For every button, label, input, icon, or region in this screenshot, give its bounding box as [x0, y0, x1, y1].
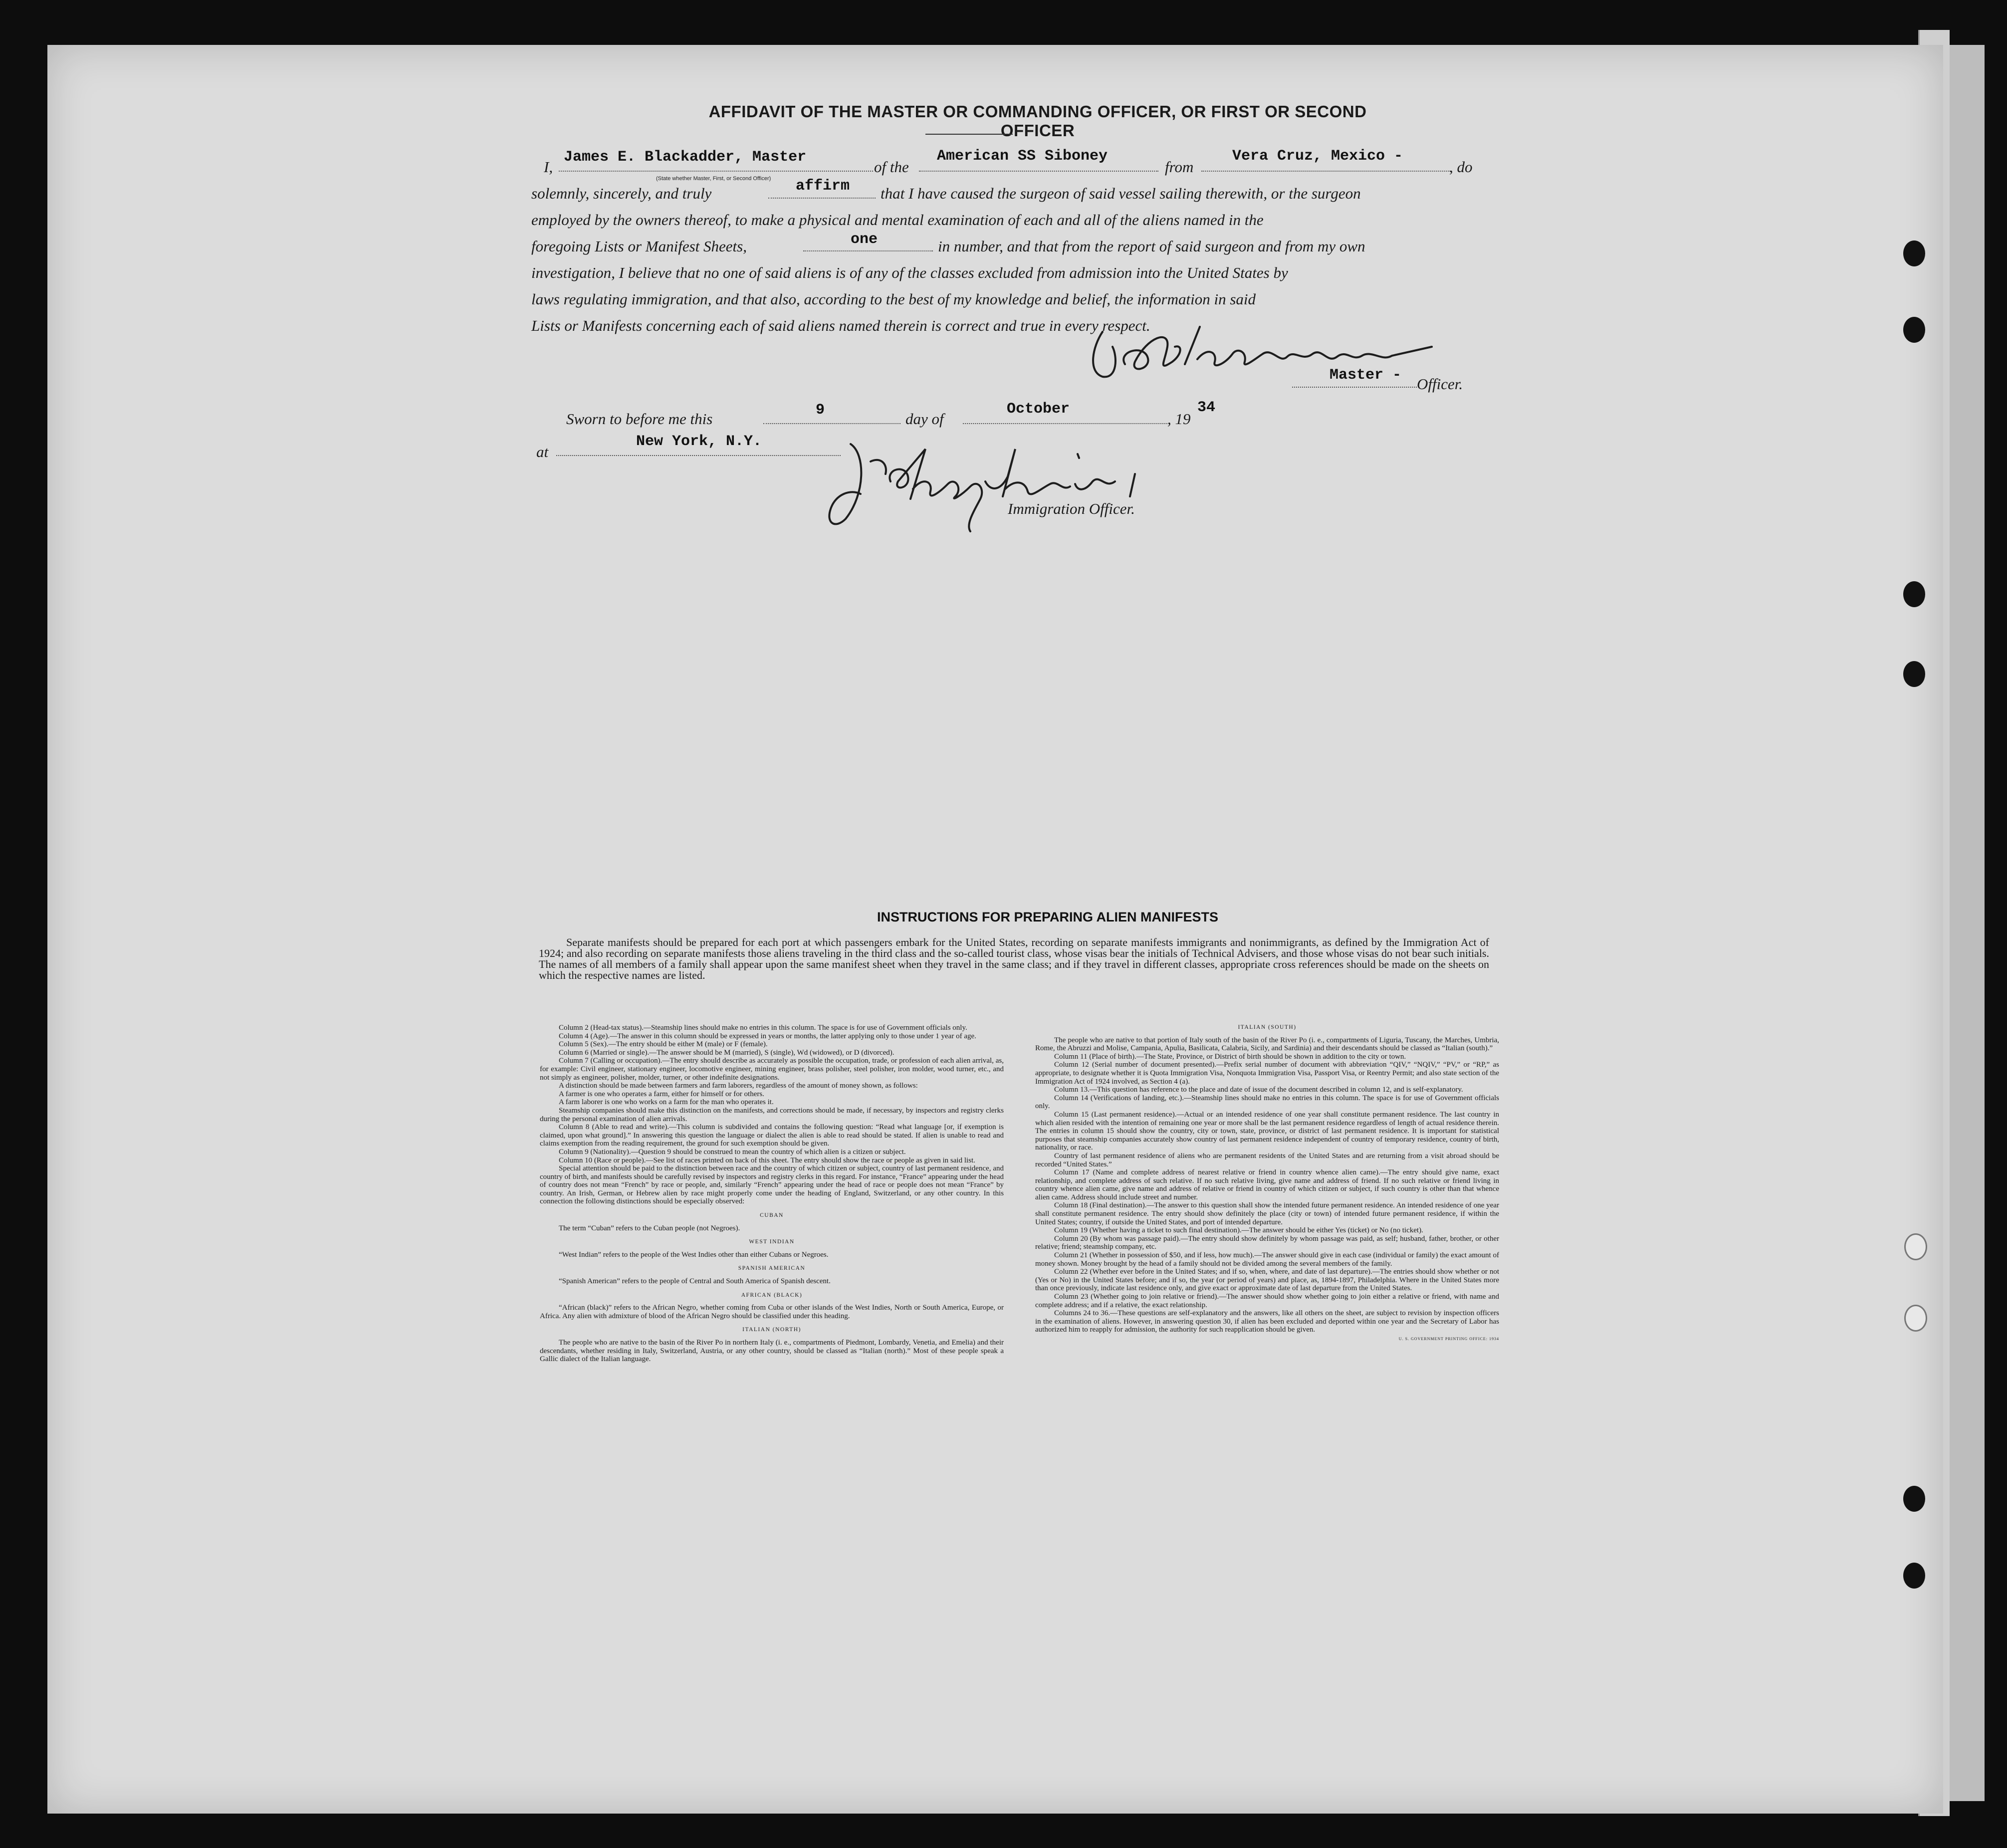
affidavit-line-4b: in number, and that from the report of said surgeon and from my own [938, 237, 1365, 255]
of-the-label: of the [874, 158, 909, 176]
spanish-american-text: “Spanish American” refers to the people of Central and South America of Spanish descent. [559, 1277, 831, 1286]
italian-south-heading: ITALIAN (SOUTH) [1238, 1024, 1297, 1030]
right-paragraph: Column 19 (Whether having a ticket to such final destination).—The answer should be either Yes (ticket) or No (no ticket). [1054, 1226, 1423, 1235]
signer-line [1292, 387, 1417, 388]
italian-north-heading: ITALIAN (NORTH) [742, 1327, 801, 1333]
place-line [556, 455, 841, 456]
from-label: from [1165, 158, 1194, 176]
immigration-officer-signature [806, 434, 1165, 534]
west-indian-text: “West Indian” refers to the people of the West Indies other than either Cubans or Negroes. [559, 1250, 829, 1259]
left-paragraph: Column 7 (Calling or occupation).—The entry should describe as accurately as possible the occupation, trade, or profession of each alien arrival, as, for example: Civil engineer, stationary engineer, locomotive engineer, mining engineer, brass polisher, steel polisher, iron molder, wood turner, etc., and not simply as engineer, polisher, molder, turner, or other indefinite designations. [540, 1057, 1004, 1082]
right-paragraph: Column 21 (Whether in possession of $50, and if less, how much).—The answer should give in each case (individual or family) the exact amount of money shown. Money brought by the head of a family should not be divided among the several members of the family. [1035, 1251, 1499, 1268]
left-paragraph: Column 10 (Race or people).—See list of races printed on back of this sheet. The entry should show the race or people as given in said list. [559, 1156, 975, 1164]
rank-note: (State whether Master, First, or Second Officer) [656, 176, 771, 182]
manifest-sheet [47, 45, 1943, 1814]
officer-label: Officer. [1417, 375, 1463, 393]
right-paragraph: Column 14 (Verifications of landing, etc.).—Steamship lines should make no entries in this column. The space is for use of Government officials only. [1035, 1094, 1499, 1111]
vessel-name: American SS Siboney [937, 148, 1108, 165]
right-paragraph: Country of last permanent residence of aliens who are permanent residents of the United States and are returning from a visit abroad should be recorded “United States.” [1035, 1152, 1499, 1168]
affidavit-line-6: laws regulating immigration, and that also, according to the best of my knowledge and belief, the information in said [531, 290, 1256, 308]
punch-hole [1904, 1305, 1927, 1332]
title-rule [925, 134, 1013, 135]
left-paragraph: Column 9 (Nationality).—Question 9 should be construed to mean the country of which alien is a citizen or subject. [559, 1148, 906, 1156]
sworn-month: October [1007, 401, 1070, 418]
i-label: I, [544, 158, 553, 176]
right-paragraph: Column 17 (Name and complete address of nearest relative or friend in country whence alien came).—The entry should give name, exact relationship, and complete address of such relative. If no such relative living, give name and address of friend. If no such relative or friend living in country whence alien came, give name and address of relative or friend in country of which citizen or subject, if such country is other than that whence alien came. Address should include street and number. [1035, 1168, 1499, 1201]
at-label: at [536, 443, 549, 461]
punch-hole [1903, 240, 1925, 266]
right-paragraph: Column 15 (Last permanent residence).—Actual or an intended residence of one year shall constitute permanent residence. The last country in which alien resided with the intention of remaining one year or more shall be the last permanent residence regardless of length of actual residence therein. The entries in column 15 should show the country, city or town, state, province, or district of last permanent residence. It is important for statistical purposes that steamship companies accurately show country of last permanent residence independent of country of temporary residence, country of birth, nationality, or race. [1035, 1110, 1499, 1152]
year-prefix: , 19 [1167, 410, 1191, 428]
oath-type: affirm [796, 178, 850, 195]
right-paragraph: Columns 24 to 36.—These questions are self-explanatory and the answers, like all others on the sheet, are subject to revision by inspection officers in the examination of aliens. However, in answering question 30, if alien has been excluded and deported within one year and the Secretary of Labor has authorized him to reapply for admission, the authority for such reapplication should be given. [1035, 1309, 1499, 1334]
left-paragraph: Column 5 (Sex).—The entry should be either M (male) or F (female). [559, 1040, 768, 1049]
right-paragraph: Column 11 (Place of birth).—The State, Province, or District of birth should be shown in addition to the city or town. [1054, 1052, 1406, 1061]
day-of-label: day of [905, 410, 944, 428]
punch-hole [1903, 1563, 1925, 1589]
right-paragraph: Column 13.—This question has reference to the place and date of issue of the document described in column 12, and is self-explanatory. [1054, 1086, 1463, 1094]
left-paragraph: Special attention should be paid to the distinction between race and the country of which citizen or subject, country of last permanent residence, and country of birth, and manifests should be carefully revised by inspectors and registry clerks in this regard. For instance, “France” appearing under the head of country does not mean “French” by race or people, and, similarly “French” appearing under the head of race or people does not mean “France” by country. An Irish, German, or Hebrew alien by race might properly come under the heading of England, Switzerland, or any other country. In this connection the following distinctions should be especially observed: [540, 1164, 1004, 1206]
sheet-count: one [851, 231, 878, 248]
printer-note: U. S. GOVERNMENT PRINTING OFFICE: 1934 [1398, 1336, 1499, 1341]
right-paragraph: Column 23 (Whether going to join relative or friend).—The answer should show whether going to join either a relative or friend, with name and complete address; and if a relative, the exact relationship. [1035, 1293, 1499, 1309]
port-line [1201, 171, 1451, 172]
immigration-officer-label: Immigration Officer. [1008, 500, 1135, 517]
vessel-line [919, 171, 1158, 172]
officer-name: James E. Blackadder, Master [564, 149, 807, 166]
punch-hole [1904, 1233, 1927, 1260]
african-text: “African (black)” refers to the African Negro, whether coming from Cuba or other islands of the West Indies, North or South America, Europe, or Africa. Any alien with admixture of blood of the African Negro should be classified under this heading. [540, 1304, 1004, 1320]
oath-line [768, 198, 876, 199]
sworn-year: 34 [1197, 399, 1216, 416]
instructions-title: INSTRUCTIONS FOR PREPARING ALIEN MANIFESTS [877, 910, 1219, 924]
sworn-label: Sworn to before me this [566, 410, 713, 428]
day-line [763, 423, 900, 424]
signer-rank: Master - [1330, 367, 1402, 384]
sworn-day: 9 [816, 402, 825, 419]
left-paragraph: Column 8 (Able to read and write).—This column is subdivided and contains the following question: “Read what language [or, if exemption is claimed, upon what ground].” In answering this question the language or dialect the alien is able to read should be stated. If alien is unable to read and claims exemption from the reading requirement, the ground for such exemption should be given. [540, 1123, 1004, 1148]
left-paragraph: A distinction should be made between farmers and farm laborers, regardless of the amount of money shown, as follows: [559, 1082, 918, 1090]
right-paragraph: Column 12 (Serial number of document presented).—Prefix serial number of document with abbreviation “QIV,” “NQIV,” “PV,” or “RP,” as appropriate, to designate whether it is Quota Immigration Visa, Nonquota Immigration Visa, Passport Visa, or Reentry Permit; and also state section of the Immigration Act of 1924 involved, as Section 4 (a). [1035, 1061, 1499, 1086]
left-paragraph: Column 4 (Age).—The answer in this column should be expressed in years or months, the latter applying only to those under 1 year of age. [559, 1032, 976, 1040]
instructions-intro: Separate manifests should be prepared for each port at which passengers embark for the United States, recording on separate manifests immigrants and nonimmigrants, as defined by the Immigration Act of 1924; and also recording on separate manifests those aliens traveling in the third class and the so-called tourist class, whose visas bear the initials of Technical Advisers, and those whose visas do not bear such initials. The names of all members of a family shall appear upon the same manifest sheet when they travel in the same class; and if they travel in different classes, appropriate cross references should be made on the sheets on which the respective names are listed. [539, 936, 1489, 981]
right-paragraph: Column 22 (Whether ever before in the United States; and if so, when, where, and date of last departure).—The entries should show whether or not (Yes or No) in the United States before; and if so, the year (or period of years) and place, as, 1894-1897, Philadelphia. Where in the United States more than once previously, indicate last residence only, and give exact or approximate date of last departure from the United States. [1035, 1268, 1499, 1293]
affidavit-line-3: employed by the owners thereof, to make a physical and mental examination of each and all of the aliens named in the [531, 211, 1264, 229]
punch-hole [1903, 661, 1925, 687]
master-signature [1083, 317, 1472, 392]
left-paragraph: Column 6 (Married or single).—The answer should be M (married), S (single), Wd (widowed), or D (divorced). [559, 1048, 894, 1057]
affidavit-line-2b: that I have caused the surgeon of said vessel sailing therewith, or the surgeon [881, 185, 1361, 202]
right-paragraph: Column 20 (By whom was passage paid).—The entry should show definitely by whom passage was paid, as self; husband, father, brother, or other relative; friend; steamship company, etc. [1035, 1234, 1499, 1251]
month-line [963, 423, 1167, 424]
left-paragraph: Column 2 (Head-tax status).—Steamship lines should make no entries in this column. The space is for use of Government officials only. [559, 1024, 967, 1032]
affidavit-title: AFFIDAVIT OF THE MASTER OR COMMANDING OFFICER, OR FIRST OR SECOND OFFICER [708, 102, 1367, 140]
officer-name-line [559, 171, 873, 172]
cuban-heading: CUBAN [760, 1212, 784, 1219]
right-paragraph: The people who are native to that portion of Italy south of the basin of the River Po (i. e., compartments of Liguria, Tuscany, the Marches, Umbria, Rome, the Abruzzi and Molise, Campania, Apulia, Basilicata, Calabria, Sicily, and Sardinia) and their descendants should be classed as “Italian (south).” [1035, 1036, 1499, 1053]
west-indian-heading: WEST INDIAN [749, 1239, 795, 1245]
punch-hole [1903, 317, 1925, 343]
punch-hole [1903, 581, 1925, 607]
left-paragraph: Steamship companies should make this distinction on the manifests, and corrections should be made, if necessary, by inspectors and registry clerks during the personal examination of alien arrivals. [540, 1106, 1004, 1123]
african-heading: AFRICAN (BLACK) [741, 1292, 803, 1298]
instructions-right-column [1035, 1018, 1499, 1344]
sworn-place: New York, N.Y. [636, 433, 762, 450]
affidavit-line-5: investigation, I believe that no one of said aliens is of any of the classes excluded from admission into the United States by [531, 264, 1288, 281]
instructions-left-column [540, 1024, 1004, 1364]
sheet-count-line [803, 250, 933, 251]
right-paragraph: Column 18 (Final destination).—The answer to this question shall show the intended future permanent residence. An intended residence of one year shall constitute permanent residence. The entry should show definitely the place (city or town) of intended future permanent residence, if within the United States; country, if outside the United States, and port of intended departure. [1035, 1201, 1499, 1226]
left-paragraph: A farmer is one who operates a farm, either for himself or for others. [559, 1090, 764, 1098]
affidavit-line-4a: foregoing Lists or Manifest Sheets, [531, 237, 747, 255]
do-label: , do [1449, 158, 1473, 176]
cuban-text: The term “Cuban” refers to the Cuban people (not Negroes). [559, 1224, 740, 1232]
affidavit-line-2a: solemnly, sincerely, and truly [531, 185, 712, 202]
spanish-american-heading: SPANISH AMERICAN [738, 1265, 806, 1272]
punch-hole [1903, 1486, 1925, 1512]
italian-north-text: The people who are native to the basin of the River Po in northern Italy (i. e., compartments of Piedmont, Lombardy, Venetia, and Emelia) and their descendants, whether residing in Italy, Switzerland, Austria, or any other country, should be classed as “Italian (north).” Most of these people speak a Gallic dialect of the Italian language. [540, 1339, 1004, 1364]
affidavit-line-7: Lists or Manifests concerning each of said aliens named therein is correct and true in every respect. [531, 317, 1150, 334]
left-paragraph: A farm laborer is one who works on a farm for the man who operates it. [559, 1098, 774, 1107]
departure-port: Vera Cruz, Mexico - [1232, 148, 1403, 165]
